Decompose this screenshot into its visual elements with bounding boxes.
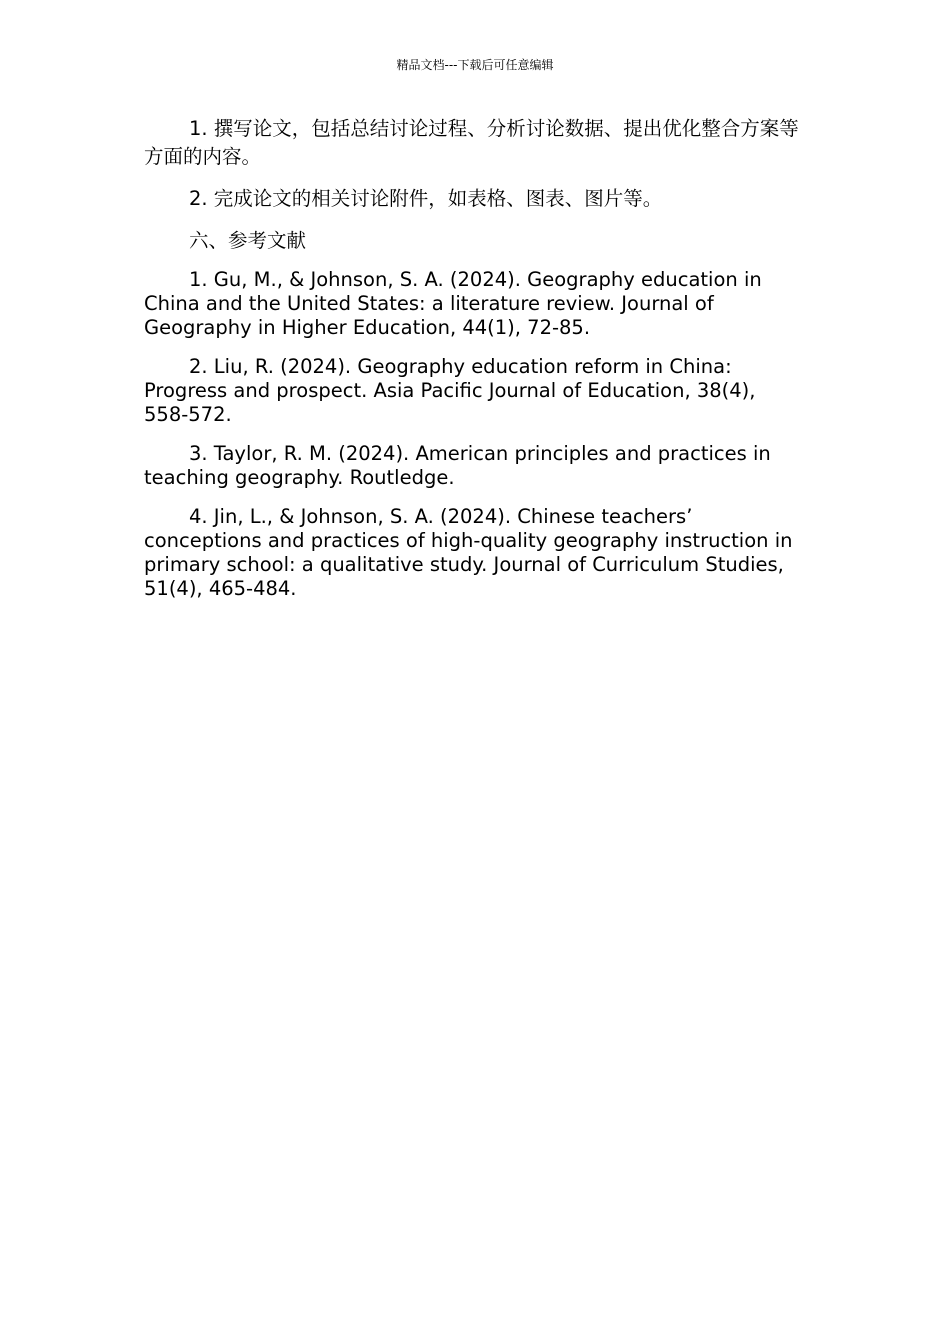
- paragraph-attachments: 2. 完成论文的相关讨论附件，如表格、图表、图片等。: [189, 187, 663, 210]
- reference-item: 3. Taylor, R. M. (2024). American principles and practices in teaching geography. Routledge.: [144, 442, 771, 489]
- reference-item: 1. Gu, M., & Johnson, S. A. (2024). Geography education in China and the United States: a literature review. Journal of Geography in Higher Education, 44(1), 72-85.: [144, 268, 762, 339]
- page-header: 精品文档---下载后可任意编辑: [396, 58, 554, 72]
- document-body: [144, 115, 804, 601]
- section-heading-references: 六、参考文献: [189, 229, 307, 252]
- reference-item: 4. Jin, L., & Johnson, S. A. (2024). Chinese teachers’ conceptions and practices of high-quality geography instruction in primary school: a qualitative study. Journal of Curriculum Studies, 51(4), 465-484.: [144, 505, 793, 600]
- reference-item: 2. Liu, R. (2024). Geography education reform in China: Progress and prospect. Asia Pacific Journal of Education, 38(4), 558-572.: [144, 355, 756, 426]
- paragraph-write-paper: 1. 撰写论文，包括总结讨论过程、分析讨论数据、提出优化整合方案等方面的内容。: [144, 117, 799, 168]
